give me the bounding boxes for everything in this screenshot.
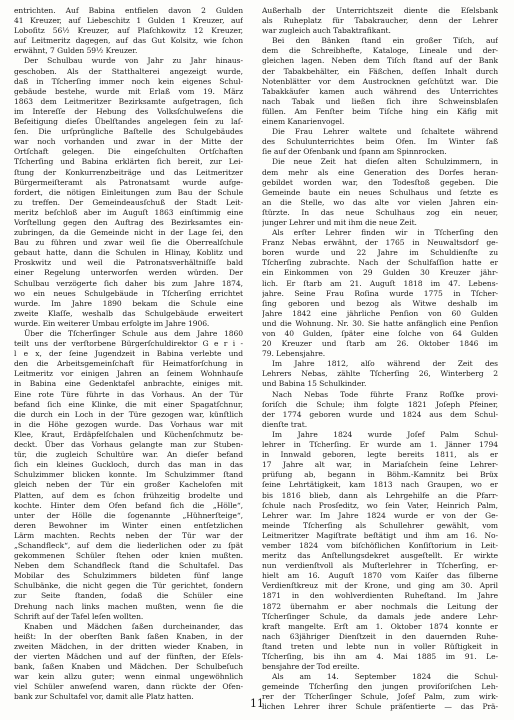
text-line: der Tabakbehälter, ein Fäßchen, deſſen Inhalt durch [262,66,498,76]
text-line: Schulzimmer blicken konnte. Im Schulzimmer ſtand [14,470,243,480]
text-line: ſen. Die urſprüngliche Baſtelle des Schulgebäudes [14,127,243,137]
text-line: Franz Nebas erwähnt, der 1765 in Neuwaltsdorf ge- [262,238,498,248]
text-line: wurde. Im Jahre 1890 bekam die Schule eine [14,298,243,308]
text-line: war kein allzu guter; wenn einmal ungewöhnlich [14,672,243,682]
text-line: unter der Hölle die ſogenannte „Hühnerſteige“, [14,510,243,520]
text-line: fordert, die nötigen Einleitungen zum Bau der Schule [14,187,243,197]
text-line: gleichen lagen. Neben dem Tiſch ſtand auf der Bank [262,56,498,66]
text-line: Leitmeritzer Magiſtrate beſtätigt und ihm am 16. No- [262,530,498,540]
text-line: meritz das Anſtellungsdekret ausgeſtellt. Er wirkte [262,551,498,561]
text-line: ſie auf der Ofenbank und ſpann am Spinnrocken. [262,147,447,157]
text-line: Lärm machten. Rechts neben der Tür war der [14,530,243,540]
text-line: zu treffen. Der Gemeindeausſchuß der Stadt Leit- [14,197,243,207]
text-line: Ortſchaft gelegen. Die eingeſchulten Ortſchaften [14,147,243,157]
text-line: Lehrer war. Im Jahre 1824 wurde er von der Ge- [262,510,498,520]
text-line: ſtürzte. In das neue Schulhaus zog ein neuer, [262,207,498,217]
text-line: tür, die zugleich Schultüre war. An dieſer befand [14,450,243,460]
text-line: befand ſich eine Klinke, die mit einer Spagatſchnur, [14,399,243,409]
text-line: Leitmeritz vor einigen Jahren an ſeinem Wohnhauſe [14,369,243,379]
text-line: der 1774 geboren wurde und 1824 aus dem Schul- [262,409,498,419]
text-line: gebildet worden war, den Todesſtoß gegeben. Die [262,177,498,187]
text-line: 79. Lebensjahre. [262,349,326,359]
text-line: Loboſitz 56½ Kreuzer, auf Plaſchkowitz 12 Kreuzer, [14,26,243,36]
text-line: im Intereſſe der Hebung des Volksſchulweſens die [14,106,243,116]
text-line: 17 Jahre alt war, in Mariaſchein ſeine Lehrer- [262,460,498,470]
text-line: ſeine Lehrtätigkeit, kam 1813 nach Graupen, wo er [262,480,498,490]
text-line: zweite Klaſſe, weshalb das Schulgebäude erweitert [14,308,243,318]
text-line: Tſcherſinger Schule, da damals jede andere Lehr- [262,611,498,621]
text-line: der vierten Mädchen und auf der fünften, der Eſels- [14,652,243,661]
text-line: junger Lehrer und mit ihm die neue Zeit. [262,217,417,227]
text-line: kraft mangelte. Erſt am 1. Oktober 1874 konnte er [262,621,498,631]
text-line: 1872 übernahm er aber nochmals die Leitung der [262,601,498,611]
text-line: den die Arbeitsgemeinſchaft für Heimatforſchung in [14,359,243,369]
text-line: ein Einkommen von 29 Gulden 30 Kreuzer jähr- [262,268,498,278]
text-line: auf Leitmeritz dagegen, auf das Gut Kolsitz, wie ſchon [14,36,243,46]
text-line: Jahre 1842 eine jährliche Penſion von 60 Gulden [262,308,498,318]
text-line: meritz beſchloß aber im Auguſt 1863 einſtimmig eine [14,207,243,217]
text-line: füllen. Am Fenſter beim Tiſche hing ein Käfig mit [262,106,498,116]
text-line: lichen Lehrer ihrer Schule präſentierte — das Prä- [262,702,498,712]
text-line: vember 1824 vom biſchöflichen Konſiſtorium in Leit- [262,540,498,550]
text-line: Eine rote Türe führte in das Vorhaus. An der Tür [14,389,243,399]
left-text-column [14,6,243,702]
text-line: heißt: In der oberſten Bank ſaßen Knaben, in der [14,631,243,641]
page-number: 11 [250,697,264,710]
text-line: zubringen, da die Gemeinde nicht in der Lage ſei, den [14,228,243,238]
text-line: Schrift auf der Tafel leſen wollten. [14,611,144,621]
text-line: Über die Tſcherſinger Schule aus dem Jahre 1860 [24,329,243,338]
text-line: Knaben und Mädchen ſaßen durcheinander, das [24,621,243,631]
text-line: Neben dem Schandfleck ſtand die Schultafel. Das [14,561,243,571]
text-line: Notenblätter vor dem Austrocknen geſchützt war. Die [262,76,498,86]
text-line: bank zur Schultafel vor, damit alle Platz hatten. [14,692,194,702]
text-line: nach 63jähriger Dienſtzeit in den dauernden Ruhe- [262,631,498,641]
text-line: Schulbänke, die nicht gegen die Tür gerichtet, ſondern [14,581,243,591]
text-line: einem Kanarienvogel. [262,117,345,127]
text-line: Bau zu führen und zwar weil ſie die Oberrealſchule [14,238,243,248]
text-line: meinde Tſcherſing als Schullehrer gewählt, vom [262,520,498,530]
text-line: boren wurde und 22 Jahre im Schuldienſte zu [262,248,498,258]
text-line: Die neue Zeit hat dieſen alten Schulzimmern, in [272,157,498,167]
right-text-column [262,6,498,713]
text-line: 20 Kreuzer und ſtarb am 26. Oktober 1846 im [262,339,498,349]
text-line: rer der Tſcherſinger Schule, Joſef Palm, zum wirk- [262,692,498,702]
text-line: bensjahre der Tod ereilte. [262,662,360,672]
text-line: 1871 in den wohlverdienten Ruheſtand. Im Jahre [262,591,498,601]
text-line: teilt uns der verſtorbene Bürgerſchuldirektor G e r i - [14,339,243,349]
text-line: Lehrers Nebas, zählte Tſcherſing 26, Winterberg 2 [262,369,498,379]
text-line: Als am 14. September 1824 die Schul- [272,672,498,682]
text-line: Proskwitz und weil die Patronatsverhältniſſe bald [14,258,243,268]
text-line: ſtung der Konkurrenzbeiträge und das Leitmeritzer [14,167,243,177]
text-line: „Schandfleck“, auf dem die liederlichen oder zu ſpät [14,540,243,550]
text-line: Außerhalb der Unterrichtszeit diente die Eſelsbank [262,6,498,15]
text-line: Beſeitigung dieſes Übelſtandes angelegen ſein zu laſ- [14,117,243,127]
text-line: wo ein neues Schulgebäude in Tſcherſing errichtet [14,288,243,298]
text-line: die durch ein Loch in der Türe gezogen war, künſtlich [14,409,243,419]
text-line: Bei den Bänken ſtand ein großer Tiſch, auf [272,36,498,46]
text-line: daß in Tſcherſing immer noch kein eigenes Schul- [14,76,243,86]
text-line: und Babina 15 Schulkinder. [262,379,367,389]
text-line: jahre. Seine Frau Roſina wurde 1775 in Tſcher- [262,288,498,298]
text-line: in Innwald geboren, legte bereits 1811, als er [262,450,498,460]
text-line: ſchule nach Prosſeditz, wo ſein Vater, Heinrich Palm, [262,500,498,510]
text-line: lehrer in Tſcherſing. Er wurde am 1. Jänner 1794 [262,440,498,450]
text-line: Bürgermeiſteramt als Patronatsamt wurde aufge- [14,177,243,187]
text-line: zweiten Mädchen, in der dritten wieder Knaben, in [14,641,243,651]
text-line: gebaut hatte, dann die Schulen in Hlinay, Koblitz und [14,248,243,258]
text-line: erwähnt, 7 Gulden 59½ Kreuzer. [14,46,138,56]
text-line: 1863 dem Leitmeritzer Bezirksamte aufgetragen, ſich [14,96,243,106]
text-line: Klee, Kraut, Erdäpfelſchalen und Küchenſchmutz be- [14,429,243,439]
text-line: Verdienſtkreuz mit der Krone, und ging am 30. April [262,581,498,591]
text-line: Tſcherſing zubrachte. Nach der Schulfaſſion hatte er [262,258,498,268]
text-line: einer Regelung unterworfen werden würden. Der [14,268,243,278]
text-line: l e x, der ſeine Jugendzeit in Babina verlebte und [14,349,243,359]
text-line: an die Stelle, wo das alte vor vielen Jahren ein- [262,197,498,207]
text-line: gleich neben der Tür ein großer Kachelofen mit [14,480,243,490]
text-line: nun verdienſtvoll als Muſterlehrer in Tſcherſing, er- [262,561,498,571]
text-line: gemeinde Tſcherſing den jungen proviſoriſchen Leh- [262,682,498,692]
text-line: gekommenen Schüler ſtehen oder knien mußten. [14,551,243,561]
text-line: Tſcherſing, bis ihn am 4. Mai 1885 im 91. Le- [262,652,498,661]
text-line: Gemeinde baute ein neues Schulhaus und ſetzte es [262,187,498,197]
text-line: bis 1816 blieb, dann als Lehrgehilfe an die Pfarr- [262,490,498,500]
text-line: dem die Schreibhefte, Kataloge, Lineale und der- [262,46,498,56]
text-line: geschoben. Als der Statthalterei angezeigt wurde, [14,66,243,76]
text-line: Als erſter Lehrer finden wir in Tſcherſing den [272,228,498,238]
text-line: bank, ſaßen Knaben und Mädchen. Der Schulbeſuch [14,662,243,672]
text-line: zur Seite ſtanden, ſodaß die Schüler eine [14,591,243,601]
text-line: Im Jahre 1812, alſo während der Zeit des [272,359,498,369]
text-line: des Schulunterrichtes beim Ofen. Im Winter ſaß [262,137,498,147]
text-line: war noch vorhanden und zwar in der Mitte der [14,137,243,147]
text-line: ſoriſch die Schule; ihm folgte 1821 Joſeph Pfeiner, [262,399,498,409]
text-line: 41 Kreuzer, auf Liebeschitz 1 Gulden 1 Kreuzer, auf [14,16,243,26]
text-line: lich. Er ſtarb am 21. Auguſt 1818 im 47. Lebens- [262,278,498,288]
text-line: prüfung ab, begann in Böhm.-Kamnitz bei Brüx [262,470,498,480]
text-line: dienſte trat. [262,419,308,429]
text-line: und die Wohnung. Nr. 30. Sie hatte anfänglich eine Penſion [262,318,498,328]
text-line: als Ruheplatz für Tabakraucher, denn der Lehrer [262,16,498,26]
text-line: Nach Nebas Tode führte Franz Roſſke provi- [272,389,498,399]
text-line: in Babina eine Gedenktafel anbrachte, einiges mit. [14,379,243,389]
text-line: Vorſtellung gegen den Auftrag des Bezirksamtes ein- [14,217,243,227]
text-line: gebäude bestehe, wurde mit Erlaß vom 19. März [14,86,243,96]
text-line: ſtand treten und lebte nun in voller Rüſtigkeit in [262,641,498,651]
text-line: Der Schulbau wurde von Jahr zu Jahr hinaus- [24,56,243,66]
text-line: Drehung nach links machen mußten, wenn ſie die [14,601,243,611]
text-line: ſing geboren und bezog als Witwe deshalb im [262,298,498,308]
text-line: wurde. Ein weiterer Umbau erfolgte im Jahre 1906. [14,318,210,328]
text-line: deren Bewohner im Winter einen entſetzlichen [14,520,243,530]
text-line: deckt. Über das Vorhaus gelangte man zur Stuben- [14,440,243,450]
text-line: entrichten. Auf Babina entfielen davon 2 Gulden [14,6,243,15]
text-line: hielt am 16. Auguſt 1870 vom Kaiſer das ſilberne [262,571,498,581]
text-line: Tabakkäufer kamen auch während des Unterrichtes [262,86,498,96]
text-line: viel Schüler anweſend waren, dann rückte der Ofen- [14,682,243,692]
text-line: kochte. Hinter dem Ofen befand ſich die „Hölle“, [14,500,243,510]
text-line: war zugleich auch Tabaktrafikant. [262,26,391,36]
text-line: ſich ein kleines Guckloch, durch das man in das [14,460,243,470]
text-line: Schulbau verzögerte ſich daher bis zum Jahre 1874, [14,278,243,288]
text-line: in die Höhe gezogen wurde. Das Vorhaus war mit [14,419,243,429]
text-line: Platten, auf dem es ſchon frühzeitig brodelte und [14,490,243,500]
text-line: Im Jahre 1824 wurde Joſef Palm Schul- [272,429,498,439]
text-line: von 40 Gulden, ſpäter eine ſolche von 64 Gulden [262,329,498,338]
text-line: Tſcherſing und Babina erklärten ſich bereit, zur Lei- [14,157,243,167]
text-line: Die Frau Lehrer waltete und ſchaltete während [272,127,498,137]
text-line: nach Tabak und ließen ſich ihre Schweinsblaſen [262,96,498,106]
text-line: dem mehr als eine Generation des Dorfes heran- [262,167,498,177]
text-line: Mobilar des Schulzimmers bildeten fünf lange [14,571,243,581]
